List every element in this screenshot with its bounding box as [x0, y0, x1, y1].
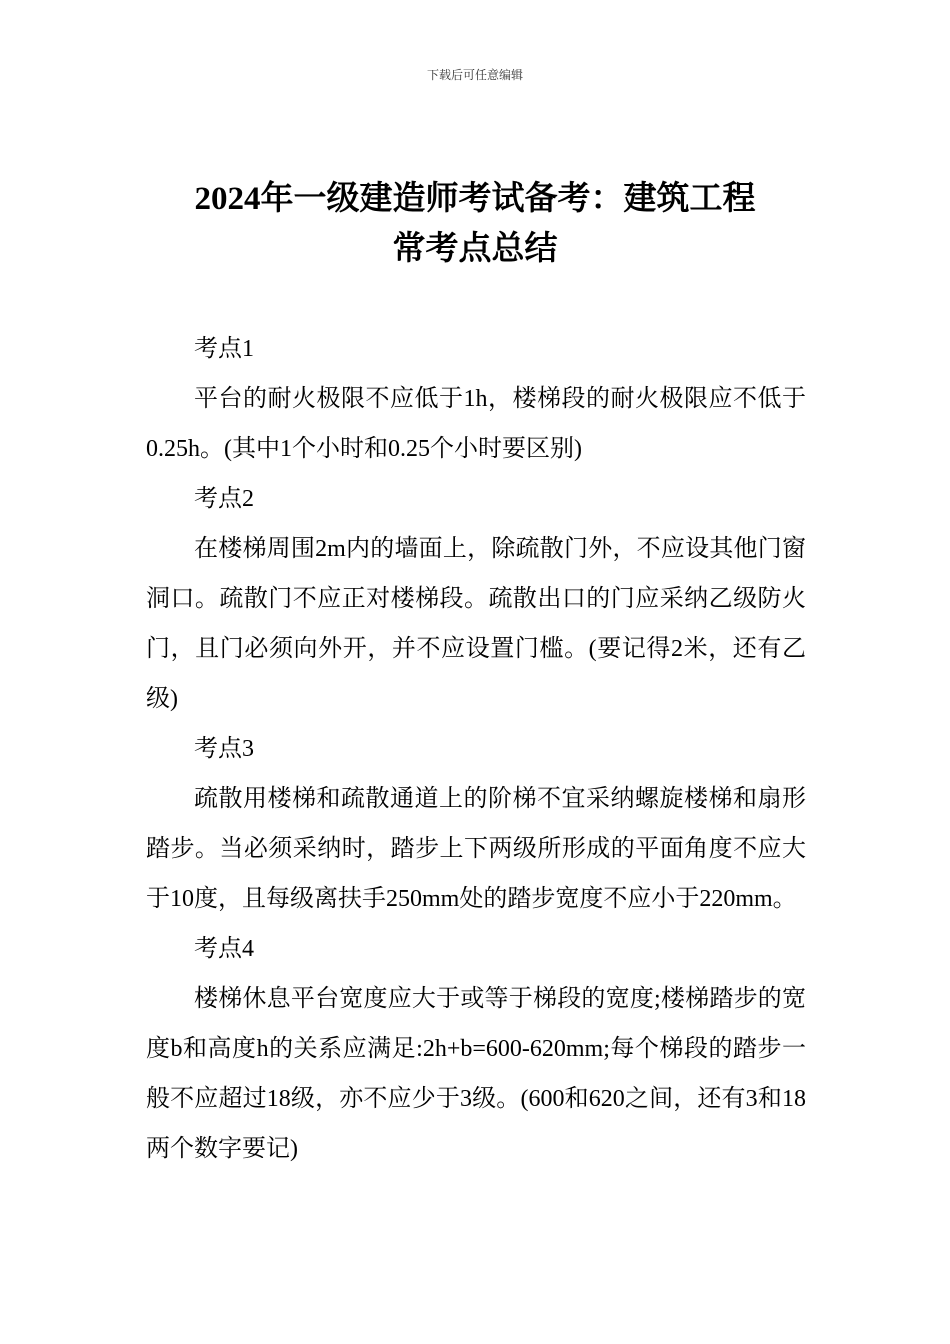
section-heading-2: 考点2 [194, 486, 254, 512]
paragraph-1: 平台的耐火极限不应低于1h，楼梯段的耐火极限应不低于0.25h。(其中1个小时和0.25个小时要区别) [146, 386, 806, 462]
section-heading-1: 考点1 [194, 336, 254, 362]
paragraph-3: 疏散用楼梯和疏散通道上的阶梯不宜采纳螺旋楼梯和扇形踏步。当必须采纳时，踏步上下两级所形成的平面角度不应大于10度，且每级离扶手250mm处的踏步宽度不应小于220mm。 [146, 786, 806, 912]
section-heading-4: 考点4 [194, 936, 254, 962]
section-heading-3: 考点3 [194, 736, 254, 762]
title-line-2: 常考点总结 [392, 231, 558, 267]
document-body [146, 324, 806, 1174]
title-line-1: 2024年一级建造师考试备考：建筑工程 [194, 181, 756, 217]
paragraph-2: 在楼梯周围2m内的墙面上，除疏散门外，不应设其他门窗洞口。疏散门不应正对楼梯段。疏散出口的门应采纳乙级防火门，且门必须向外开，并不应设置门槛。(要记得2米，还有乙级) [146, 536, 806, 712]
page-header: 下载后可任意编辑 [426, 68, 523, 82]
paragraph-4: 楼梯休息平台宽度应大于或等于梯段的宽度;楼梯踏步的宽度b和高度h的关系应满足:2h+b=600-620mm;每个梯段的踏步一般不应超过18级，亦不应少于3级。(600和620之间，还有3和18两个数字要记) [146, 986, 806, 1162]
document-title [120, 174, 830, 274]
